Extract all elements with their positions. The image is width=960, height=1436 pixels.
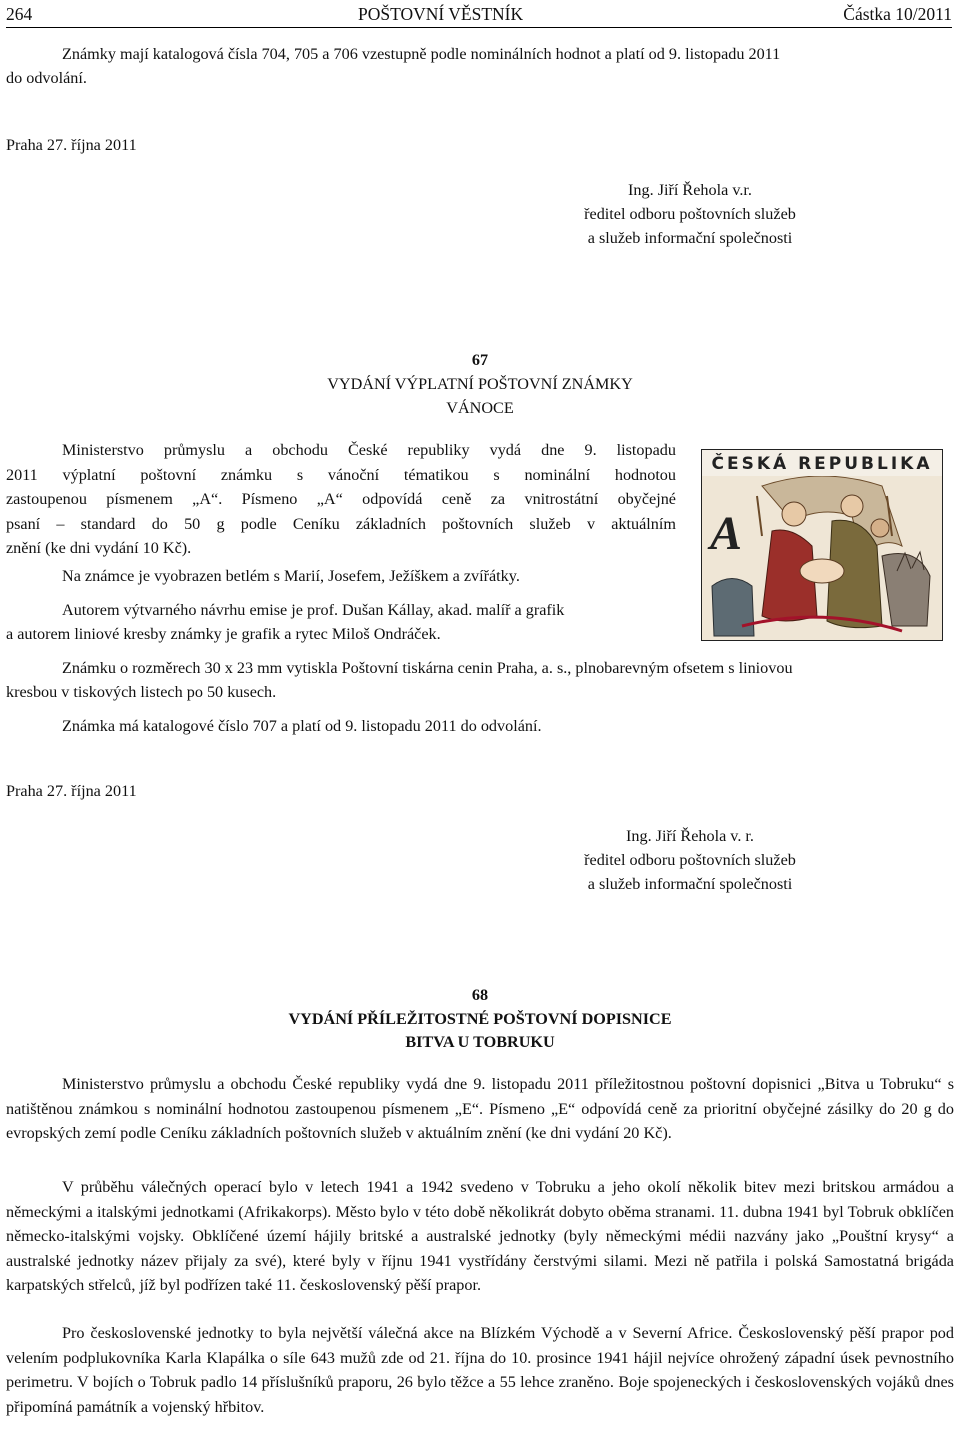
section-title: VYDÁNÍ VÝPLATNÍ POŠTOVNÍ ZNÁMKY: [327, 375, 633, 393]
section-67-author-line: Autorem výtvarného návrhu emise je prof. Dušan Kállay, akad. malíř a grafik: [62, 601, 565, 619]
section-67-signature-role: a služeb informační společnosti: [587, 875, 793, 893]
header-rule: [6, 27, 952, 28]
page-number: 264: [6, 4, 33, 24]
issue-label: Částka 10/2011: [843, 4, 952, 24]
section-title: VYDÁNÍ PŘÍLEŽITOSTNÉ POŠTOVNÍ DOPISNICE: [288, 1010, 672, 1028]
section-68-paragraph: [6, 1072, 954, 1146]
section-subtitle: VÁNOCE: [446, 399, 514, 417]
section-subtitle: BITVA U TOBRUKU: [405, 1033, 555, 1051]
journal-title: POŠTOVNÍ VĚSTNÍK: [358, 4, 524, 24]
section-67-author-line: a autorem liniové kresby známky je grafik a rytec Miloš Ondráček.: [6, 625, 441, 643]
section-68-paragraph: [6, 1321, 954, 1419]
section-67-place-date: Praha 27. října 2011: [6, 782, 137, 800]
text-line: psaní – standard do 50 g podle Ceníku základních poštovních služeb v aktuálním: [6, 514, 676, 533]
top-signature-name: Ing. Jiří Řehola v.r.: [628, 181, 752, 199]
stamp-image: [701, 449, 943, 641]
top-signature-role: ředitel odboru poštovních služeb: [584, 205, 796, 223]
section-67-signature-name: Ing. Jiří Řehola v. r.: [626, 827, 754, 845]
paragraph-text: Pro československé jednotky to byla největší válečná akce na Blízkém Východě a v Severní Africe. Československý pěší prapor pod velením podplukovníka Karla Klapálka o síle 643 mužů zde od 21. října do 10. prosince 1941 hájil nejvíce ohrožený západní úsek pevnostního perimetru. V bojích o Tobruk padlo 14 příslušníků praporu, 26 bylo těžce a 55 lehce zraněno. Boje spojeneckých i československých vojáků dnes připomíná památník a vojenský hřbitov.: [6, 1324, 954, 1416]
section-67-catalog-line: Známka má katalogové číslo 707 a platí od 9. listopadu 2011 do odvolání.: [62, 717, 542, 735]
text-line: Ministerstvo průmyslu a obchodu České republiky vydá dne 9. listopadu: [62, 441, 676, 459]
text-line: zastoupenou písmenem „A“. Písmeno „A“ odpovídá ceně za vnitrostátní obyčejné: [6, 490, 676, 508]
stamp-value: A: [710, 507, 743, 560]
top-place-date: Praha 27. října 2011: [6, 136, 137, 154]
section-number: 68: [471, 986, 489, 1004]
top-signature-role: a služeb informační společnosti: [587, 229, 793, 247]
top-paragraph: Známky mají katalogová čísla 704, 705 a 706 vzestupně podle nominálních hodnot a platí od 9. listopadu 2011: [62, 45, 781, 63]
section-number: 67: [471, 351, 489, 369]
top-paragraph-cont: do odvolání.: [6, 69, 87, 87]
section-67-print-line: Známku o rozměrech 30 x 23 mm vytiskla Poštovní tiskárna cenin Praha, a. s., plnobarevným ofsetem s liniovou: [62, 659, 793, 677]
paragraph-text: Ministerstvo průmyslu a obchodu České republiky vydá dne 9. listopadu 2011 příležitostnou poštovní dopisnici „Bitva u Tobruku“ s natištěnou známkou s nominální hodnotou zastoupenou písmenem „E“. Písmeno „E“ odpovídá ceně za prioritní obyčejné zásilky do 20 g do evropských zemí podle Ceníku základních poštovních služeb v aktuálním znění (ke dni vydání 20 Kč).: [6, 1075, 954, 1142]
section-67-paragraph: [6, 438, 676, 561]
section-67-stamp-description: Na známce je vyobrazen betlém s Marií, Josefem, Ježíškem a zvířátky.: [62, 567, 520, 585]
section-67-print-line: kresbou v tiskových listech po 50 kusech.: [6, 683, 277, 701]
section-67-signature-role: ředitel odboru poštovních služeb: [584, 851, 796, 869]
text-line: znění (ke dni vydání 10 Kč).: [6, 539, 192, 557]
paragraph-text: V průběhu válečných operací bylo v letech 1941 a 1942 svedeno v Tobruku a jeho okolí několik bitev mezi britskou armádou a německými a italskými jednotkami (Afrikakorps). Město bylo v této době několikrát dobyto oběma stranami. 11. dubna 1941 byl Tobruk obklíčen německo-italskými vojsky. Obklíčené území hájily britské a australské jednotky (byly německými médii nazvány jako „Pouštní krysy“ a australské jednotky název přijaly za své), které byly v říjnu 1941 vystřídány čerstvými silami. Mezi ně patřila i polská Samostatná brigáda karpatských střelců, jíž byl podřízen také 11. československý pěší prapor.: [6, 1178, 954, 1294]
page-header: [6, 4, 952, 26]
section-68-paragraph: [6, 1175, 954, 1298]
stamp-country: ČESKÁ REPUBLIKA: [711, 454, 933, 474]
text-line: 2011 výplatní poštovní známku s vánoční tématikou s nominální hodnotou: [6, 465, 676, 484]
